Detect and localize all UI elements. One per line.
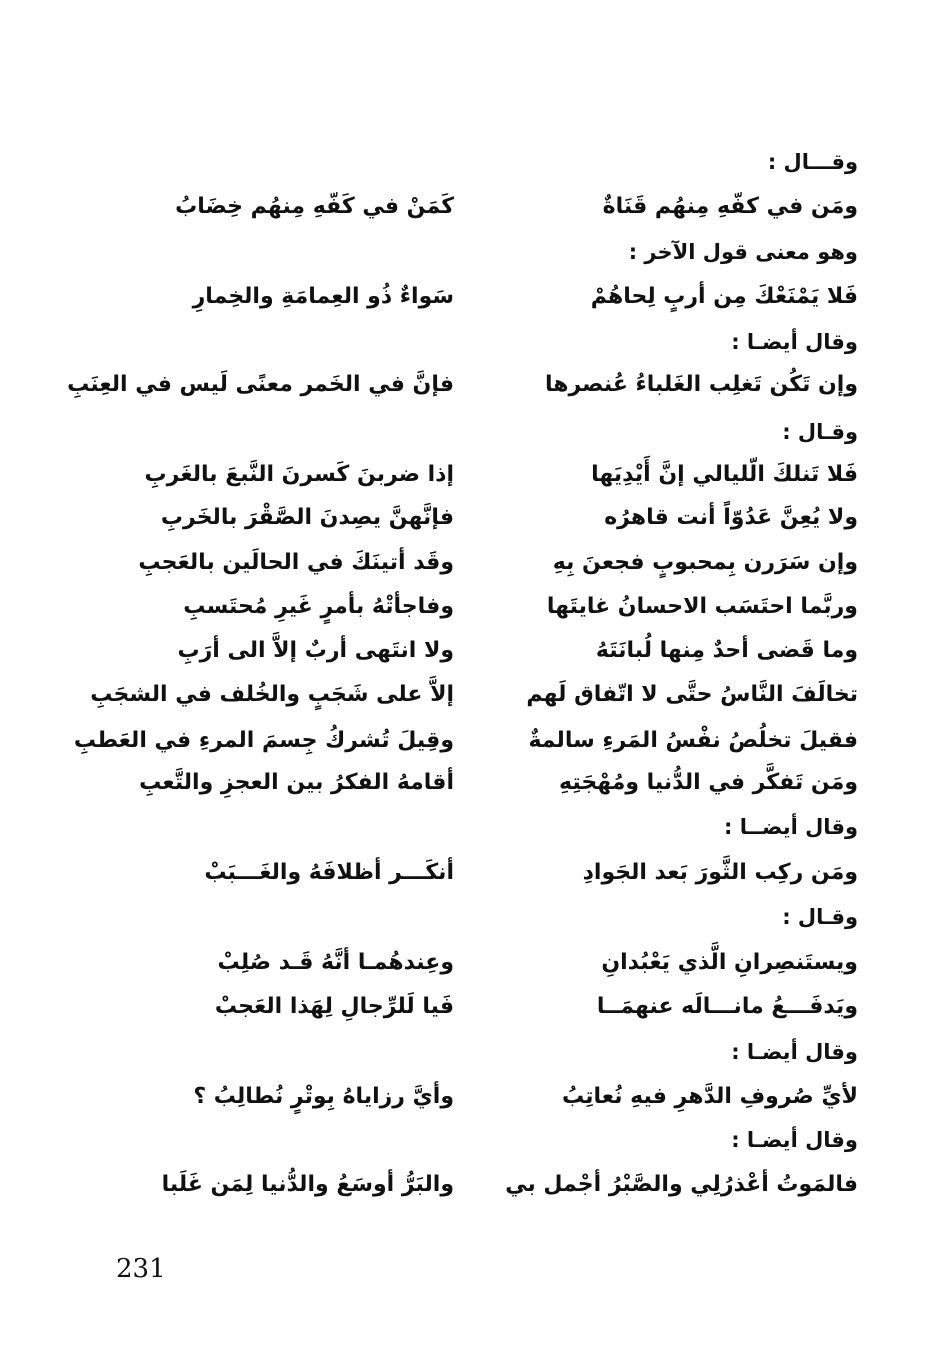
verse-first-hemistich: ومَن ركِب الثَّورَ بَعد الجَوادِ — [582, 860, 858, 885]
section-heading: وقال أيضـا : — [731, 1128, 858, 1152]
section-heading: وهو معنى قول الآخر : — [628, 240, 858, 264]
verse-second-hemistich: أنكَـــر أظلافَهُ والغَـــبَبْ — [204, 860, 454, 885]
page-number: 231 — [116, 1254, 166, 1284]
verse-first-hemistich: وإن سَرَرن بِمحبوبٍ فجعنَ بِهِ — [552, 550, 858, 575]
verse-first-hemistich: ومَن في كفّهِ مِنهُم قَنَاةٌ — [602, 194, 858, 219]
section-heading: وقال أيضـا : — [731, 330, 858, 354]
verse-first-hemistich: فالمَوتُ أعْذرُلِي والصَّبْرُ أجْمل بي — [505, 1172, 858, 1197]
verse-second-hemistich: إذا ضربنَ كَسرنَ النَّبعَ بالغَربِ — [144, 462, 454, 487]
verse-first-hemistich: وإن تَكُن تَغلِب الغَلباءُ عُنصرها — [544, 372, 858, 397]
verse-first-hemistich: فَلا يَمْنَعْكَ مِن أربٍ لِحاهُمْ — [590, 284, 858, 309]
verse-second-hemistich: وقَد أتينَكَ في الحالَين بالعَجبِ — [138, 550, 454, 575]
verse-first-hemistich: لأيِّ صُروفِ الدَّهرِ فيهِ نُعاتِبُ — [561, 1084, 858, 1109]
verse-second-hemistich: فإنَّهنَّ يصِدنَ الصَّقْرَ بالخَربِ — [160, 505, 454, 530]
verse-first-hemistich: ولا يُعِنَّ عَدُوّاً أنت قاهرُه — [604, 505, 858, 530]
verse-first-hemistich: فقيلَ تخلُصُ نفْسُ المَرءِ سالمةٌ — [528, 728, 858, 753]
verse-second-hemistich: ولا انتَهى أربٌ إلاَّ الى أرَبِ — [177, 638, 454, 663]
section-heading: وقـال : — [782, 420, 858, 444]
verse-second-hemistich: وعِندهُمـا أنَّهُ قَـد صُلِبْ — [217, 950, 454, 975]
verse-second-hemistich: وفاجأتْهُ بأمرٍ غَيرِ مُحتَسبِ — [183, 594, 454, 619]
verse-second-hemistich: فَيا لَلرِّجالِ لِهَذا العَجبْ — [214, 994, 454, 1019]
verse-first-hemistich: ومَن تَفكَّر في الدُّنيا ومُهْجَتِهِ — [559, 770, 858, 795]
verse-second-hemistich: إلاَّ على شَجَبٍ والخُلف في الشجَبِ — [90, 682, 454, 707]
verse-second-hemistich: كَمَنْ في كَفّهِ مِنهُم خِضَابُ — [175, 194, 454, 219]
section-heading: وقـال : — [782, 905, 858, 929]
verse-first-hemistich: ويَدفَـــعُ مانـــالَه عنهمَــا — [596, 994, 858, 1019]
verse-first-hemistich: وربَّما احتَسَب الاحسانُ غايتَها — [546, 594, 858, 619]
verse-first-hemistich: ويستَنصِرانِ الَّذي يَعْبُدانِ — [601, 950, 858, 975]
section-heading: وقال أيضــا : — [724, 815, 858, 839]
verse-second-hemistich: وقِيلَ تُشركُ جِسمَ المرءِ في العَطبِ — [73, 728, 454, 753]
verse-first-hemistich: تخالَفَ النَّاسُ حتَّى لا اتّفاق لَهم — [526, 682, 858, 707]
verse-second-hemistich: سَواءٌ ذُو العِمامَةِ والخِمارِ — [192, 284, 454, 309]
verse-second-hemistich: فإنَّ في الخَمر معنًى لَيس في العِنَبِ — [67, 372, 454, 397]
verse-second-hemistich: أقامهُ الفكرُ بين العجزِ والتَّعبِ — [139, 770, 454, 795]
verse-first-hemistich: فَلا تَنلكَ الّليالي إنَّ أَيْدِيَها — [591, 462, 858, 487]
section-heading: وقال أيضـا : — [731, 1040, 858, 1064]
verse-first-hemistich: وما قَضى أحدٌ مِنها لُبانَتَهُ — [595, 638, 858, 663]
verse-second-hemistich: وأيَّ رزاياهُ بِوتْرٍ نُطالِبُ ؟ — [193, 1084, 454, 1109]
section-heading: وقـــال : — [767, 150, 858, 174]
verse-second-hemistich: والبَرُّ أوسَعُ والدُّنيا لِمَن غَلَبا — [161, 1172, 454, 1197]
